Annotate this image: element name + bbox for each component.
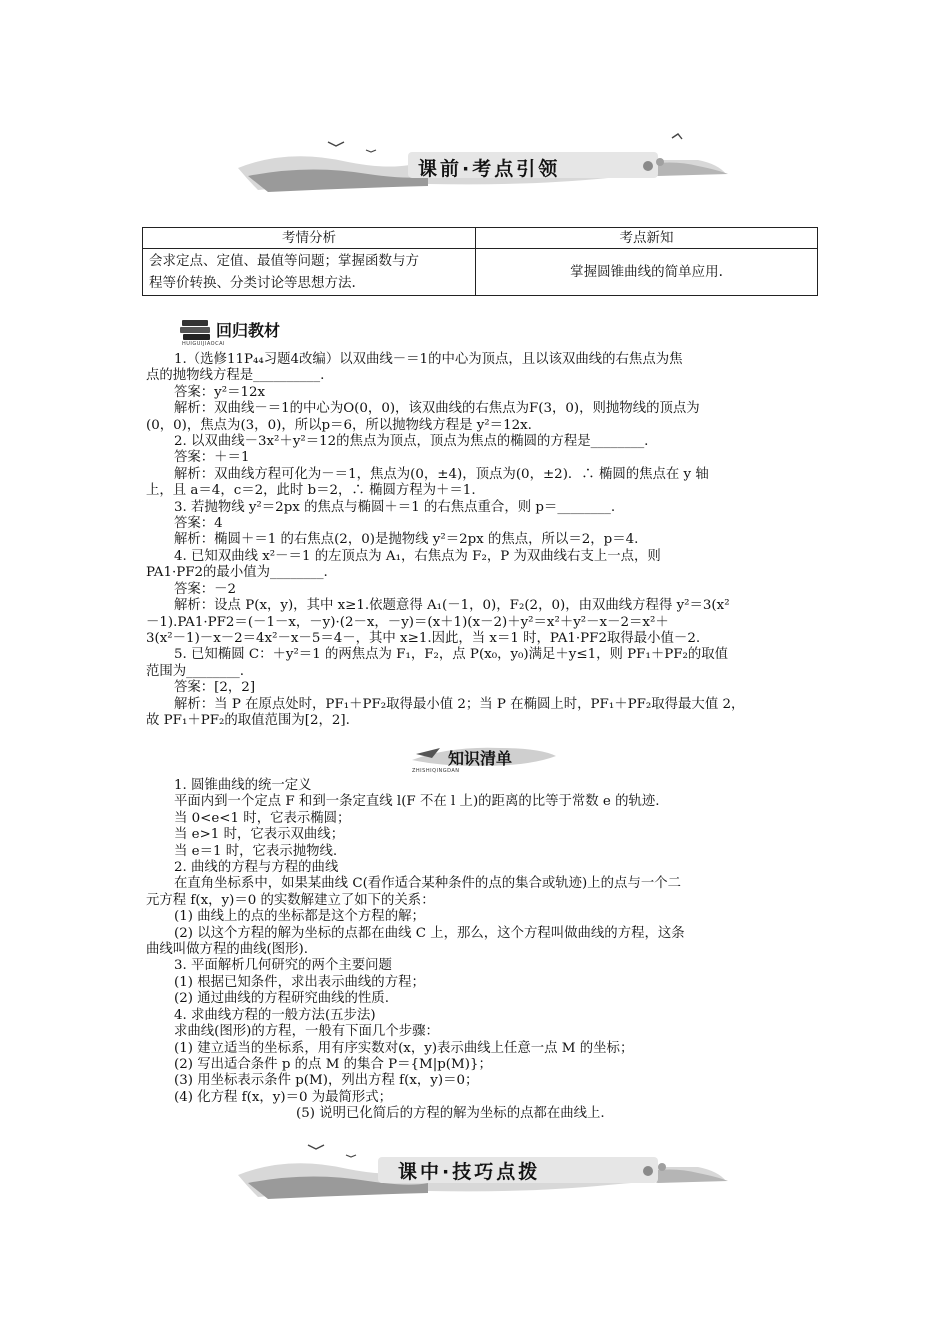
bottom-banner-title: 课中·技巧点拨 bbox=[398, 1161, 541, 1183]
text-line: 解析：双曲线方程可化为－＝1，焦点为(0，±4)，顶点为(0，±2)．∴ 椭圆的焦点在 y 轴 bbox=[174, 466, 709, 482]
top-banner-title: 课前·考点引领 bbox=[418, 158, 561, 180]
section-review-title: 回归教材 bbox=[216, 321, 281, 340]
text-line: 4. 已知双曲线 x²－＝1 的左顶点为 A₁，右焦点为 F₂，P 为双曲线右支上一点，则 bbox=[174, 548, 661, 564]
text-line: 上，且 a＝4，c＝2，此时 b＝2，∴ 椭圆方程为＋＝1. bbox=[146, 483, 476, 499]
text-line: 答案：＋＝1 bbox=[174, 450, 250, 466]
analysis-line: 会求定点、定值、最值等问题；掌握函数与方 bbox=[149, 253, 419, 269]
text-line: PA1·PF2的最小值为________. bbox=[146, 565, 328, 581]
section-knowledge-header bbox=[410, 742, 560, 774]
text-line: 解析：设点 P(x，y)，其中 x≥1.依题意得 A₁(－1，0)，F₂(2，0)，由双曲线方程得 y²＝3(x² bbox=[174, 598, 730, 614]
table-cell-analysis bbox=[143, 249, 476, 296]
knowledge-content bbox=[146, 778, 814, 1123]
table-cell-new-knowledge: 掌握圆锥曲线的简单应用. bbox=[476, 249, 818, 296]
text-line: 范围为________. bbox=[146, 663, 244, 679]
text-line: (3) 用坐标表示条件 p(M)，列出方程 f(x，y)＝0； bbox=[174, 1073, 479, 1089]
text-line: 4. 求曲线方程的一般方法(五步法) bbox=[174, 1007, 376, 1023]
section-review-header bbox=[178, 316, 308, 347]
text-line: (1) 曲线上的点的坐标都是这个方程的解； bbox=[174, 909, 425, 925]
text-line: (5) 说明已化简后的方程的解为坐标的点都在曲线上. bbox=[296, 1106, 605, 1122]
table-head-left: 考情分析 bbox=[143, 228, 476, 249]
text-line: 5. 已知椭圆 C：＋y²＝1 的两焦点为 F₁，F₂，点 P(x₀，y₀)满足＋y≤1，则 PF₁＋PF₂的取值 bbox=[174, 647, 729, 663]
text-line: (2) 通过曲线的方程研究曲线的性质. bbox=[174, 991, 389, 1007]
text-line: 3(x²－1)－x－2＝4x²－x－5＝4－，其中 x≥1.因此，当 x＝1 时，PA1·PF2取得最小值－2. bbox=[146, 630, 701, 646]
text-line: 解析：椭圆＋＝1 的右焦点(2，0)是抛物线 y²＝2px 的焦点，所以＝2，p＝4. bbox=[174, 532, 639, 548]
text-line: (1) 根据已知条件，求出表示曲线的方程； bbox=[174, 974, 425, 990]
text-line: 答案：－2 bbox=[174, 581, 237, 597]
bottom-banner bbox=[228, 1135, 728, 1195]
text-line: 点的抛物线方程是__________. bbox=[146, 368, 325, 384]
text-line: 2. 以双曲线－3x²＋y²＝12的焦点为顶点，顶点为焦点的椭圆的方程是________. bbox=[174, 434, 649, 450]
section-knowledge-subtitle: ZHISHIQINGDAN bbox=[412, 768, 460, 774]
text-line: (4) 化方程 f(x，y)＝0 为最简形式； bbox=[174, 1089, 393, 1105]
text-line: 元方程 f(x，y)＝0 的实数解建立了如下的关系： bbox=[146, 892, 435, 908]
table-head-right: 考点新知 bbox=[476, 228, 818, 249]
text-line: 1.（选修11P₄₄习题4改编）以双曲线－＝1的中心为顶点，且以该双曲线的右焦点为焦 bbox=[174, 352, 683, 367]
section-knowledge-title: 知识清单 bbox=[448, 749, 513, 768]
review-content bbox=[146, 352, 814, 729]
text-line: (2) 以这个方程的解为坐标的点都在曲线 C 上，那么，这个方程叫做曲线的方程，这条 bbox=[174, 925, 685, 941]
text-line: 当 e>1 时，它表示双曲线； bbox=[174, 827, 345, 843]
top-banner bbox=[228, 128, 728, 188]
text-line: 答案：[2，2] bbox=[174, 680, 256, 696]
section-review-subtitle: HUIGUIJIAOCAI bbox=[182, 341, 226, 347]
text-line: 当 0<e<1 时，它表示椭圆； bbox=[174, 810, 351, 826]
text-line: －1).PA1·PF2＝(－1－x，－y)·(2－x，－y)＝(x＋1)(x－2)＋y²＝x²＋y²－x－2＝x²＋ bbox=[146, 614, 669, 630]
text-line: 故 PF₁＋PF₂的取值范围为[2，2]. bbox=[146, 712, 350, 728]
analysis-table bbox=[142, 227, 818, 296]
text-line: 2. 曲线的方程与方程的曲线 bbox=[174, 860, 339, 876]
text-line: 解析：双曲线－＝1的中心为O(0，0)，该双曲线的右焦点为F(3，0)，则抛物线的顶点为 bbox=[174, 401, 700, 417]
text-line: 曲线叫做方程的曲线(图形). bbox=[146, 942, 309, 958]
text-line: (0，0)，焦点为(3，0)，所以p＝6，所以抛物线方程是 y²＝12x. bbox=[146, 417, 532, 433]
text-line: 平面内到一个定点 F 和到一条定直线 l(F 不在 l 上)的距离的比等于常数 e 的轨迹. bbox=[174, 794, 660, 810]
text-line: 1. 圆锥曲线的统一定义 bbox=[174, 778, 312, 793]
books-icon bbox=[178, 316, 216, 344]
text-line: (2) 写出适合条件 p 的点 M 的集合 P＝{M|p(M)}； bbox=[174, 1056, 492, 1072]
analysis-line: 程等价转换、分类讨论等思想方法. bbox=[149, 275, 356, 291]
text-line: (1) 建立适当的坐标系，用有序实数对(x，y)表示曲线上任意一点 M 的坐标； bbox=[174, 1040, 634, 1056]
text-line: 3. 平面解析几何研究的两个主要问题 bbox=[174, 958, 392, 974]
text-line: 3. 若抛物线 y²＝2px 的焦点与椭圆＋＝1 的右焦点重合，则 p＝________. bbox=[174, 499, 616, 515]
text-line: 解析：当 P 在原点处时，PF₁＋PF₂取得最小值 2；当 P 在椭圆上时，PF₁＋PF₂取得最大值 2， bbox=[174, 696, 745, 712]
text-line: 答案：y²＝12x bbox=[174, 384, 266, 400]
text-line: 当 e＝1 时，它表示抛物线. bbox=[174, 843, 338, 859]
text-line: 在直角坐标系中，如果某曲线 C(看作适合某种条件的点的集合或轨迹)上的点与一个二 bbox=[174, 876, 682, 892]
text-line: 求曲线(图形)的方程，一般有下面几个步骤： bbox=[174, 1024, 439, 1040]
text-line: 答案：4 bbox=[174, 516, 223, 532]
